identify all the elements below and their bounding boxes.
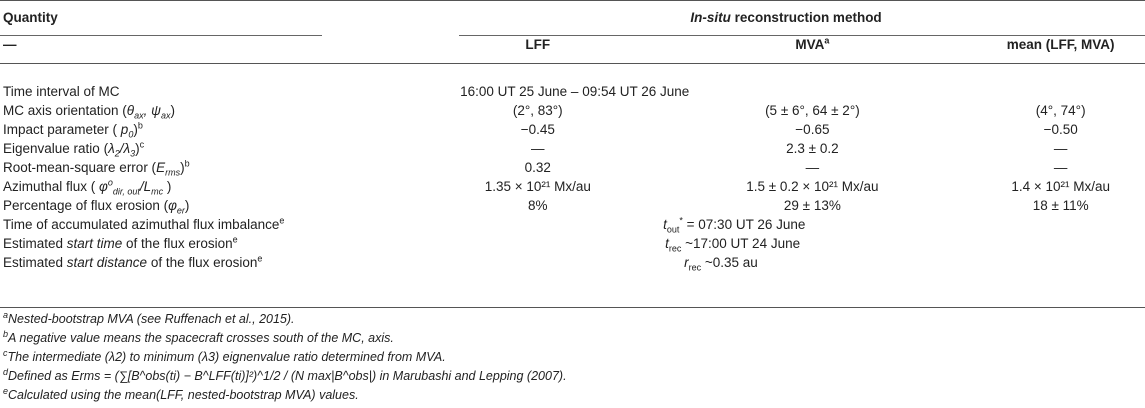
cell-mva: 2.3 ± 0.2	[786, 140, 839, 156]
cell-mva: 1.5 ± 0.2 × 10²¹ Mx/au	[746, 178, 879, 194]
cell-mean: 1.4 × 10²¹ Mx/au	[1011, 178, 1110, 194]
row-span-value: $t_{out}^*$ = 07:30 UT 26 June	[663, 215, 806, 235]
table-row	[0, 253, 1145, 272]
table-row	[0, 177, 1145, 196]
row-span-value: $r_{rec}$ ~0.35 au	[684, 254, 758, 273]
header-dash: —	[3, 37, 17, 52]
cell-mean: (4°, 74°)	[1035, 102, 1086, 118]
table-row	[0, 158, 1145, 177]
cell-lff: (2°, 83°)	[512, 102, 563, 118]
cell-mva: —	[805, 159, 820, 175]
cell-mva: 29 ± 13%	[783, 197, 841, 213]
cell-lff: 8%	[528, 197, 548, 213]
header-method: In-situ reconstruction method	[690, 10, 882, 25]
table-row	[0, 82, 1145, 101]
cell-mva: (5 ± 6°, 64 ± 2°)	[765, 102, 860, 118]
footnote-d: $^d$Defined as Erms = (∑[B^obs(ti) − B^LFF(ti)]²)^1/2 / (N max|B^obs|) in Marubashi and Lepping (2007).	[3, 366, 567, 383]
data-table	[0, 5, 1145, 272]
row-label: Estimated start distance of the flux erosion$^e$	[3, 253, 263, 270]
cell-lff: —	[531, 140, 545, 156]
cell-mean: —	[1053, 159, 1068, 175]
cell-mva: −0.65	[795, 121, 830, 137]
row-label: Time interval of MC	[3, 83, 120, 99]
cell-mean: −0.50	[1043, 121, 1078, 137]
row-label: Percentage of flux erosion $(\varphi_{er})$	[3, 197, 190, 216]
table-row	[0, 139, 1145, 158]
row-label: Time of accumulated azimuthal flux imbalance$^e$	[3, 215, 285, 232]
header-quantity: Quantity	[3, 10, 58, 25]
cell-lff: −0.45	[520, 121, 555, 137]
row-label: Azimuthal flux ( $\varphi^o_{dir, out}/L_{mc}$ )	[3, 177, 172, 197]
row-label: Eigenvalue ratio $(\lambda_2/\lambda_3)^c$	[3, 139, 145, 159]
footnote-b: $^b$A negative value means the spacecraft crosses south of the MC, axis.	[3, 328, 394, 345]
row-span-value: 16:00 UT 25 June – 09:54 UT 26 June	[460, 83, 690, 99]
cell-lff: 1.35 × 10²¹ Mx/au	[484, 178, 591, 194]
cell-lff: 0.32	[524, 159, 551, 175]
header-mva: MVA$^a$	[795, 35, 830, 52]
row-span-value: $t_{rec}$ ~17:00 UT 24 June	[665, 235, 801, 254]
top-rule	[0, 0, 1145, 1]
cell-mean: —	[1053, 140, 1068, 156]
footnote-e: $^e$Calculated using the mean(LFF, nested-bootstrap MVA) values.	[3, 385, 359, 402]
footnote-a: $^a$Nested-bootstrap MVA (see Ruffenach et al., 2015).	[3, 309, 295, 326]
row-label: Root-mean-square error $(E_{rms})^b$	[3, 158, 190, 178]
cell-mean: 18 ± 11%	[1032, 197, 1089, 213]
table-bottom-rule	[0, 307, 1145, 308]
table-row	[0, 120, 1145, 139]
table-row	[0, 101, 1145, 120]
header-lff: LFF	[525, 37, 551, 52]
table-row	[0, 196, 1145, 215]
row-label: MC axis orientation ($\theta_{ax}$, $\psi_{ax}$)	[3, 102, 175, 121]
table-row	[0, 215, 1145, 234]
table-row	[0, 234, 1145, 253]
row-label: Estimated start time of the flux erosion$^e$	[3, 234, 238, 251]
row-label: Impact parameter ( $p_0)^b$	[3, 120, 143, 140]
footnote-c: $^c$The intermediate (λ2) to minimum (λ3) eignenvalue ratio determined from MVA.	[3, 347, 446, 364]
header-mean: mean (LFF, MVA)	[1006, 37, 1115, 52]
